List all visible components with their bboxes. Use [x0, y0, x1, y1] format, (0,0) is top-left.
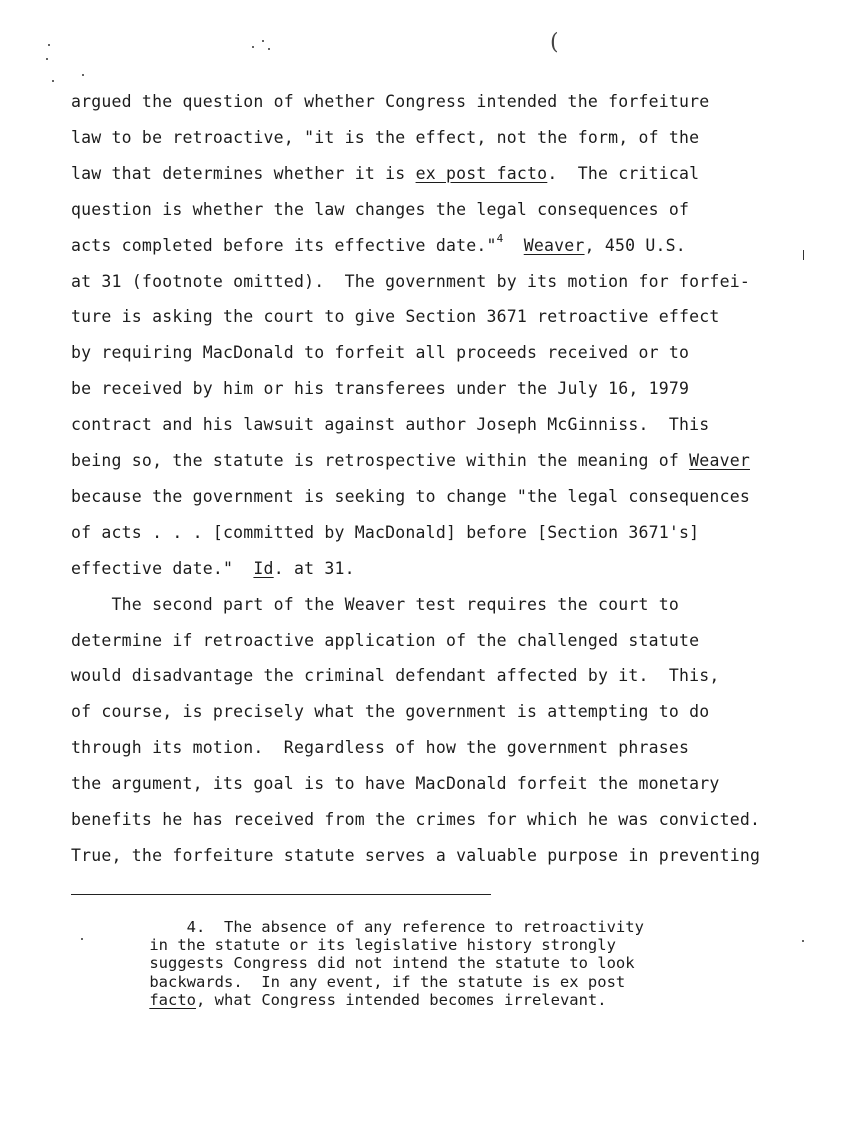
- footnote-line: [112, 991, 607, 1009]
- text-line: because the government is seeking to change "the legal consequences: [71, 486, 750, 506]
- scan-speck: [52, 80, 54, 82]
- footnote-line: backwards. In any event, if the statute is ex post: [112, 972, 626, 991]
- underlined-citation: Weaver: [689, 451, 750, 470]
- text-line: question is whether the law changes the legal consequences of: [71, 199, 690, 219]
- scan-speck: [262, 40, 264, 42]
- text-line: the argument, its goal is to have MacDonald forfeit the monetary: [71, 774, 720, 794]
- text-line: of acts . . . [committed by MacDonald] before [Section 3671's]: [71, 522, 700, 542]
- scan-speck: [46, 58, 48, 60]
- text-line: True, the forfeiture statute serves a valuable purpose in preventing: [71, 845, 761, 865]
- text-run: [112, 991, 149, 1009]
- text-run: being so, the statute is retrospective within the meaning of: [71, 451, 690, 470]
- text-line: [71, 451, 750, 471]
- scan-mark: (: [550, 30, 559, 55]
- text-line: [71, 164, 699, 184]
- text-line: at 31 (footnote omitted). The government by its motion for forfei-: [71, 271, 750, 291]
- text-line: ture is asking the court to give Section 3671 retroactive effect: [71, 307, 720, 327]
- underlined-citation: facto: [149, 990, 196, 1009]
- text-run: [503, 236, 523, 255]
- underlined-citation: Weaver: [523, 235, 585, 255]
- text-run: law that determines whether it is: [71, 163, 416, 183]
- text-run: , 450 U.S.: [584, 235, 686, 255]
- scan-speck: [82, 74, 84, 76]
- text-line: argued the question of whether Congress intended the forfeiture: [71, 92, 710, 111]
- scan-speck: [803, 250, 804, 260]
- scan-speck: [268, 48, 270, 50]
- text-line: be received by him or his transferees under the July 16, 1979: [71, 379, 690, 399]
- text-line: [71, 231, 686, 258]
- text-line: contract and his lawsuit against author Joseph McGinniss. This: [71, 415, 710, 435]
- footnote-ref: 4: [496, 231, 504, 245]
- text-run: acts completed before its effective date.": [71, 235, 497, 255]
- underlined-citation: ex post facto: [415, 163, 548, 183]
- scan-speck: [802, 940, 804, 942]
- text-line: The second part of the Weaver test requires the court to: [71, 594, 680, 614]
- text-line: benefits he has received from the crimes for which he was convicted.: [71, 810, 761, 829]
- text-run: . The critical: [547, 163, 700, 183]
- footnote-line: 4. The absence of any reference to retroactivity: [112, 918, 644, 936]
- footnote-rule: [71, 894, 491, 895]
- text-run: . at 31.: [273, 558, 355, 578]
- text-line: through its motion. Regardless of how the government phrases: [71, 738, 690, 758]
- text-line: determine if retroactive application of the challenged statute: [71, 630, 700, 650]
- underlined-citation: Id: [253, 558, 274, 578]
- text-line: would disadvantage the criminal defendant affected by it. This,: [71, 666, 720, 686]
- footnote-line: in the statute or its legislative history strongly: [112, 936, 616, 955]
- scan-speck: [252, 46, 254, 48]
- scan-speck: [48, 44, 50, 46]
- text-run: effective date.": [71, 558, 254, 578]
- scan-speck: [81, 938, 83, 940]
- footnote-line: suggests Congress did not intend the statute to look: [112, 954, 635, 973]
- text-line: law to be retroactive, "it is the effect, not the form, of the: [71, 127, 700, 147]
- text-line: by requiring MacDonald to forfeit all proceeds received or to: [71, 343, 690, 363]
- text-run: , what Congress intended becomes irrelevant.: [196, 990, 607, 1009]
- text-line: [71, 559, 355, 579]
- text-line: of course, is precisely what the government is attempting to do: [71, 702, 710, 722]
